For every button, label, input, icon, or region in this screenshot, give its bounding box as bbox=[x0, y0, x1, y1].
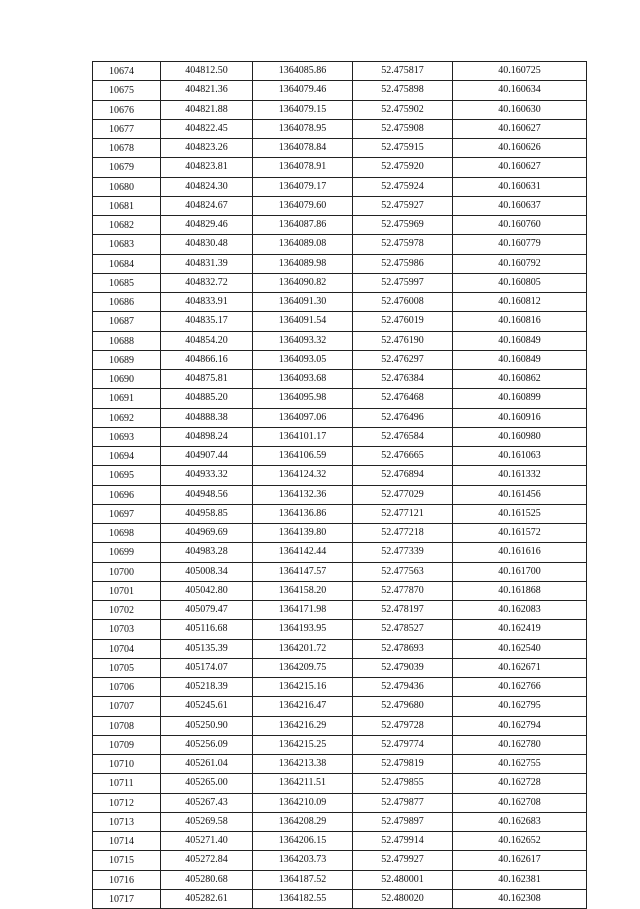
longitude-cell: 40.161063 bbox=[453, 447, 587, 466]
latitude-cell: 52.477339 bbox=[353, 543, 453, 562]
latitude-cell: 52.477218 bbox=[353, 524, 453, 543]
easting-cell: 404829.46 bbox=[161, 216, 253, 235]
table-row bbox=[93, 678, 587, 697]
table-row bbox=[93, 697, 587, 716]
table-row bbox=[93, 658, 587, 677]
easting-cell: 404830.48 bbox=[161, 235, 253, 254]
longitude-cell: 40.160634 bbox=[453, 81, 587, 100]
point-id-cell: 10678 bbox=[93, 139, 161, 158]
point-id-cell: 10693 bbox=[93, 427, 161, 446]
point-id-cell: 10683 bbox=[93, 235, 161, 254]
point-id-cell: 10690 bbox=[93, 370, 161, 389]
longitude-cell: 40.161572 bbox=[453, 524, 587, 543]
point-id-cell: 10675 bbox=[93, 81, 161, 100]
northing-cell: 1364215.16 bbox=[253, 678, 353, 697]
latitude-cell: 52.479819 bbox=[353, 755, 453, 774]
table-row bbox=[93, 774, 587, 793]
longitude-cell: 40.160816 bbox=[453, 312, 587, 331]
easting-cell: 404888.38 bbox=[161, 408, 253, 427]
longitude-cell: 40.160760 bbox=[453, 216, 587, 235]
latitude-cell: 52.475997 bbox=[353, 273, 453, 292]
latitude-cell: 52.479927 bbox=[353, 851, 453, 870]
latitude-cell: 52.476665 bbox=[353, 447, 453, 466]
longitude-cell: 40.160627 bbox=[453, 158, 587, 177]
table-row bbox=[93, 273, 587, 292]
northing-cell: 1364091.54 bbox=[253, 312, 353, 331]
point-id-cell: 10689 bbox=[93, 350, 161, 369]
latitude-cell: 52.475986 bbox=[353, 254, 453, 273]
northing-cell: 1364132.36 bbox=[253, 485, 353, 504]
northing-cell: 1364087.86 bbox=[253, 216, 353, 235]
latitude-cell: 52.479039 bbox=[353, 658, 453, 677]
longitude-cell: 40.162308 bbox=[453, 889, 587, 908]
longitude-cell: 40.160980 bbox=[453, 427, 587, 446]
latitude-cell: 52.476894 bbox=[353, 466, 453, 485]
longitude-cell: 40.162755 bbox=[453, 755, 587, 774]
table-row bbox=[93, 466, 587, 485]
table-row bbox=[93, 793, 587, 812]
easting-cell: 404823.26 bbox=[161, 139, 253, 158]
latitude-cell: 52.475920 bbox=[353, 158, 453, 177]
point-id-cell: 10691 bbox=[93, 389, 161, 408]
latitude-cell: 52.479914 bbox=[353, 832, 453, 851]
longitude-cell: 40.162795 bbox=[453, 697, 587, 716]
easting-cell: 404866.16 bbox=[161, 350, 253, 369]
latitude-cell: 52.478197 bbox=[353, 601, 453, 620]
northing-cell: 1364093.05 bbox=[253, 350, 353, 369]
latitude-cell: 52.476384 bbox=[353, 370, 453, 389]
table-row bbox=[93, 870, 587, 889]
easting-cell: 404933.32 bbox=[161, 466, 253, 485]
northing-cell: 1364097.06 bbox=[253, 408, 353, 427]
easting-cell: 404875.81 bbox=[161, 370, 253, 389]
northing-cell: 1364106.59 bbox=[253, 447, 353, 466]
northing-cell: 1364089.98 bbox=[253, 254, 353, 273]
table-row bbox=[93, 62, 587, 81]
latitude-cell: 52.476496 bbox=[353, 408, 453, 427]
northing-cell: 1364193.95 bbox=[253, 620, 353, 639]
latitude-cell: 52.476468 bbox=[353, 389, 453, 408]
northing-cell: 1364210.09 bbox=[253, 793, 353, 812]
latitude-cell: 52.477870 bbox=[353, 581, 453, 600]
point-id-cell: 10697 bbox=[93, 504, 161, 523]
northing-cell: 1364090.82 bbox=[253, 273, 353, 292]
easting-cell: 405116.68 bbox=[161, 620, 253, 639]
northing-cell: 1364124.32 bbox=[253, 466, 353, 485]
table-row bbox=[93, 254, 587, 273]
longitude-cell: 40.160916 bbox=[453, 408, 587, 427]
longitude-cell: 40.162617 bbox=[453, 851, 587, 870]
northing-cell: 1364182.55 bbox=[253, 889, 353, 908]
northing-cell: 1364158.20 bbox=[253, 581, 353, 600]
latitude-cell: 52.476584 bbox=[353, 427, 453, 446]
easting-cell: 404854.20 bbox=[161, 331, 253, 350]
longitude-cell: 40.160630 bbox=[453, 100, 587, 119]
longitude-cell: 40.160849 bbox=[453, 350, 587, 369]
easting-cell: 405282.61 bbox=[161, 889, 253, 908]
table-row bbox=[93, 524, 587, 543]
table-row bbox=[93, 447, 587, 466]
easting-cell: 404948.56 bbox=[161, 485, 253, 504]
northing-cell: 1364216.29 bbox=[253, 716, 353, 735]
easting-cell: 404822.45 bbox=[161, 119, 253, 138]
table-row bbox=[93, 543, 587, 562]
point-id-cell: 10702 bbox=[93, 601, 161, 620]
point-id-cell: 10695 bbox=[93, 466, 161, 485]
point-id-cell: 10679 bbox=[93, 158, 161, 177]
table-row bbox=[93, 716, 587, 735]
coordinates-table bbox=[92, 61, 587, 909]
easting-cell: 404824.67 bbox=[161, 196, 253, 215]
easting-cell: 404898.24 bbox=[161, 427, 253, 446]
northing-cell: 1364211.51 bbox=[253, 774, 353, 793]
northing-cell: 1364095.98 bbox=[253, 389, 353, 408]
easting-cell: 404821.36 bbox=[161, 81, 253, 100]
table-row bbox=[93, 812, 587, 831]
northing-cell: 1364078.84 bbox=[253, 139, 353, 158]
table-row bbox=[93, 485, 587, 504]
easting-cell: 404833.91 bbox=[161, 293, 253, 312]
table-row bbox=[93, 350, 587, 369]
easting-cell: 405174.07 bbox=[161, 658, 253, 677]
latitude-cell: 52.479897 bbox=[353, 812, 453, 831]
latitude-cell: 52.476297 bbox=[353, 350, 453, 369]
table-row bbox=[93, 427, 587, 446]
table-row bbox=[93, 601, 587, 620]
longitude-cell: 40.162794 bbox=[453, 716, 587, 735]
longitude-cell: 40.162381 bbox=[453, 870, 587, 889]
northing-cell: 1364187.52 bbox=[253, 870, 353, 889]
northing-cell: 1364091.30 bbox=[253, 293, 353, 312]
northing-cell: 1364208.29 bbox=[253, 812, 353, 831]
longitude-cell: 40.160779 bbox=[453, 235, 587, 254]
longitude-cell: 40.160862 bbox=[453, 370, 587, 389]
latitude-cell: 52.477121 bbox=[353, 504, 453, 523]
easting-cell: 405079.47 bbox=[161, 601, 253, 620]
northing-cell: 1364139.80 bbox=[253, 524, 353, 543]
table-row bbox=[93, 235, 587, 254]
easting-cell: 405265.00 bbox=[161, 774, 253, 793]
northing-cell: 1364216.47 bbox=[253, 697, 353, 716]
northing-cell: 1364093.68 bbox=[253, 370, 353, 389]
northing-cell: 1364215.25 bbox=[253, 735, 353, 754]
longitude-cell: 40.160626 bbox=[453, 139, 587, 158]
table-row bbox=[93, 158, 587, 177]
point-id-cell: 10700 bbox=[93, 562, 161, 581]
northing-cell: 1364101.17 bbox=[253, 427, 353, 446]
easting-cell: 405135.39 bbox=[161, 639, 253, 658]
point-id-cell: 10706 bbox=[93, 678, 161, 697]
table-row bbox=[93, 100, 587, 119]
northing-cell: 1364079.46 bbox=[253, 81, 353, 100]
longitude-cell: 40.160812 bbox=[453, 293, 587, 312]
table-row bbox=[93, 389, 587, 408]
latitude-cell: 52.476190 bbox=[353, 331, 453, 350]
latitude-cell: 52.480001 bbox=[353, 870, 453, 889]
longitude-cell: 40.162728 bbox=[453, 774, 587, 793]
table-row bbox=[93, 119, 587, 138]
northing-cell: 1364142.44 bbox=[253, 543, 353, 562]
latitude-cell: 52.479436 bbox=[353, 678, 453, 697]
easting-cell: 404823.81 bbox=[161, 158, 253, 177]
easting-cell: 405269.58 bbox=[161, 812, 253, 831]
easting-cell: 404835.17 bbox=[161, 312, 253, 331]
longitude-cell: 40.162708 bbox=[453, 793, 587, 812]
northing-cell: 1364089.08 bbox=[253, 235, 353, 254]
easting-cell: 405280.68 bbox=[161, 870, 253, 889]
latitude-cell: 52.475817 bbox=[353, 62, 453, 81]
easting-cell: 405042.80 bbox=[161, 581, 253, 600]
table-row bbox=[93, 331, 587, 350]
latitude-cell: 52.475924 bbox=[353, 177, 453, 196]
northing-cell: 1364079.60 bbox=[253, 196, 353, 215]
longitude-cell: 40.162766 bbox=[453, 678, 587, 697]
longitude-cell: 40.162419 bbox=[453, 620, 587, 639]
point-id-cell: 10698 bbox=[93, 524, 161, 543]
easting-cell: 405271.40 bbox=[161, 832, 253, 851]
northing-cell: 1364201.72 bbox=[253, 639, 353, 658]
table-row bbox=[93, 620, 587, 639]
table-row bbox=[93, 832, 587, 851]
northing-cell: 1364093.32 bbox=[253, 331, 353, 350]
latitude-cell: 52.479855 bbox=[353, 774, 453, 793]
northing-cell: 1364136.86 bbox=[253, 504, 353, 523]
latitude-cell: 52.477029 bbox=[353, 485, 453, 504]
northing-cell: 1364209.75 bbox=[253, 658, 353, 677]
latitude-cell: 52.478693 bbox=[353, 639, 453, 658]
easting-cell: 404824.30 bbox=[161, 177, 253, 196]
point-id-cell: 10694 bbox=[93, 447, 161, 466]
longitude-cell: 40.161456 bbox=[453, 485, 587, 504]
latitude-cell: 52.475978 bbox=[353, 235, 453, 254]
point-id-cell: 10707 bbox=[93, 697, 161, 716]
easting-cell: 404885.20 bbox=[161, 389, 253, 408]
table-row bbox=[93, 581, 587, 600]
table-row bbox=[93, 755, 587, 774]
point-id-cell: 10713 bbox=[93, 812, 161, 831]
easting-cell: 405245.61 bbox=[161, 697, 253, 716]
easting-cell: 405218.39 bbox=[161, 678, 253, 697]
point-id-cell: 10704 bbox=[93, 639, 161, 658]
easting-cell: 404969.69 bbox=[161, 524, 253, 543]
longitude-cell: 40.160805 bbox=[453, 273, 587, 292]
longitude-cell: 40.161616 bbox=[453, 543, 587, 562]
easting-cell: 405267.43 bbox=[161, 793, 253, 812]
longitude-cell: 40.160792 bbox=[453, 254, 587, 273]
latitude-cell: 52.479877 bbox=[353, 793, 453, 812]
easting-cell: 404821.88 bbox=[161, 100, 253, 119]
table-row bbox=[93, 889, 587, 908]
longitude-cell: 40.161332 bbox=[453, 466, 587, 485]
longitude-cell: 40.162083 bbox=[453, 601, 587, 620]
longitude-cell: 40.162540 bbox=[453, 639, 587, 658]
point-id-cell: 10709 bbox=[93, 735, 161, 754]
northing-cell: 1364171.98 bbox=[253, 601, 353, 620]
table-row bbox=[93, 139, 587, 158]
latitude-cell: 52.475927 bbox=[353, 196, 453, 215]
northing-cell: 1364213.38 bbox=[253, 755, 353, 774]
point-id-cell: 10681 bbox=[93, 196, 161, 215]
point-id-cell: 10682 bbox=[93, 216, 161, 235]
table-row bbox=[93, 177, 587, 196]
easting-cell: 404812.50 bbox=[161, 62, 253, 81]
point-id-cell: 10705 bbox=[93, 658, 161, 677]
point-id-cell: 10701 bbox=[93, 581, 161, 600]
point-id-cell: 10686 bbox=[93, 293, 161, 312]
latitude-cell: 52.475915 bbox=[353, 139, 453, 158]
point-id-cell: 10692 bbox=[93, 408, 161, 427]
point-id-cell: 10696 bbox=[93, 485, 161, 504]
longitude-cell: 40.162683 bbox=[453, 812, 587, 831]
northing-cell: 1364079.17 bbox=[253, 177, 353, 196]
table-row bbox=[93, 735, 587, 754]
latitude-cell: 52.480020 bbox=[353, 889, 453, 908]
latitude-cell: 52.476019 bbox=[353, 312, 453, 331]
table-row bbox=[93, 408, 587, 427]
northing-cell: 1364078.91 bbox=[253, 158, 353, 177]
longitude-cell: 40.160849 bbox=[453, 331, 587, 350]
easting-cell: 404907.44 bbox=[161, 447, 253, 466]
easting-cell: 405256.09 bbox=[161, 735, 253, 754]
table-row bbox=[93, 851, 587, 870]
table-row bbox=[93, 196, 587, 215]
easting-cell: 404983.28 bbox=[161, 543, 253, 562]
easting-cell: 405008.34 bbox=[161, 562, 253, 581]
northing-cell: 1364085.86 bbox=[253, 62, 353, 81]
point-id-cell: 10714 bbox=[93, 832, 161, 851]
table-row bbox=[93, 293, 587, 312]
point-id-cell: 10699 bbox=[93, 543, 161, 562]
table-row bbox=[93, 81, 587, 100]
easting-cell: 404832.72 bbox=[161, 273, 253, 292]
table-row bbox=[93, 504, 587, 523]
point-id-cell: 10716 bbox=[93, 870, 161, 889]
point-id-cell: 10711 bbox=[93, 774, 161, 793]
longitude-cell: 40.160627 bbox=[453, 119, 587, 138]
point-id-cell: 10717 bbox=[93, 889, 161, 908]
table-row bbox=[93, 639, 587, 658]
longitude-cell: 40.160725 bbox=[453, 62, 587, 81]
northing-cell: 1364206.15 bbox=[253, 832, 353, 851]
longitude-cell: 40.161525 bbox=[453, 504, 587, 523]
latitude-cell: 52.475969 bbox=[353, 216, 453, 235]
northing-cell: 1364079.15 bbox=[253, 100, 353, 119]
point-id-cell: 10680 bbox=[93, 177, 161, 196]
point-id-cell: 10715 bbox=[93, 851, 161, 870]
latitude-cell: 52.479680 bbox=[353, 697, 453, 716]
easting-cell: 404958.85 bbox=[161, 504, 253, 523]
point-id-cell: 10688 bbox=[93, 331, 161, 350]
table-row bbox=[93, 312, 587, 331]
longitude-cell: 40.160637 bbox=[453, 196, 587, 215]
longitude-cell: 40.161700 bbox=[453, 562, 587, 581]
longitude-cell: 40.162671 bbox=[453, 658, 587, 677]
point-id-cell: 10708 bbox=[93, 716, 161, 735]
easting-cell: 405261.04 bbox=[161, 755, 253, 774]
table-row bbox=[93, 216, 587, 235]
longitude-cell: 40.160631 bbox=[453, 177, 587, 196]
point-id-cell: 10685 bbox=[93, 273, 161, 292]
latitude-cell: 52.477563 bbox=[353, 562, 453, 581]
point-id-cell: 10676 bbox=[93, 100, 161, 119]
latitude-cell: 52.478527 bbox=[353, 620, 453, 639]
table-body bbox=[93, 62, 587, 909]
latitude-cell: 52.479728 bbox=[353, 716, 453, 735]
latitude-cell: 52.475898 bbox=[353, 81, 453, 100]
latitude-cell: 52.475902 bbox=[353, 100, 453, 119]
latitude-cell: 52.476008 bbox=[353, 293, 453, 312]
latitude-cell: 52.479774 bbox=[353, 735, 453, 754]
point-id-cell: 10703 bbox=[93, 620, 161, 639]
table-row bbox=[93, 370, 587, 389]
table-row bbox=[93, 562, 587, 581]
easting-cell: 404831.39 bbox=[161, 254, 253, 273]
easting-cell: 405272.84 bbox=[161, 851, 253, 870]
longitude-cell: 40.160899 bbox=[453, 389, 587, 408]
point-id-cell: 10677 bbox=[93, 119, 161, 138]
northing-cell: 1364203.73 bbox=[253, 851, 353, 870]
easting-cell: 405250.90 bbox=[161, 716, 253, 735]
longitude-cell: 40.162652 bbox=[453, 832, 587, 851]
point-id-cell: 10710 bbox=[93, 755, 161, 774]
point-id-cell: 10674 bbox=[93, 62, 161, 81]
longitude-cell: 40.161868 bbox=[453, 581, 587, 600]
point-id-cell: 10684 bbox=[93, 254, 161, 273]
northing-cell: 1364147.57 bbox=[253, 562, 353, 581]
point-id-cell: 10687 bbox=[93, 312, 161, 331]
latitude-cell: 52.475908 bbox=[353, 119, 453, 138]
longitude-cell: 40.162780 bbox=[453, 735, 587, 754]
point-id-cell: 10712 bbox=[93, 793, 161, 812]
northing-cell: 1364078.95 bbox=[253, 119, 353, 138]
